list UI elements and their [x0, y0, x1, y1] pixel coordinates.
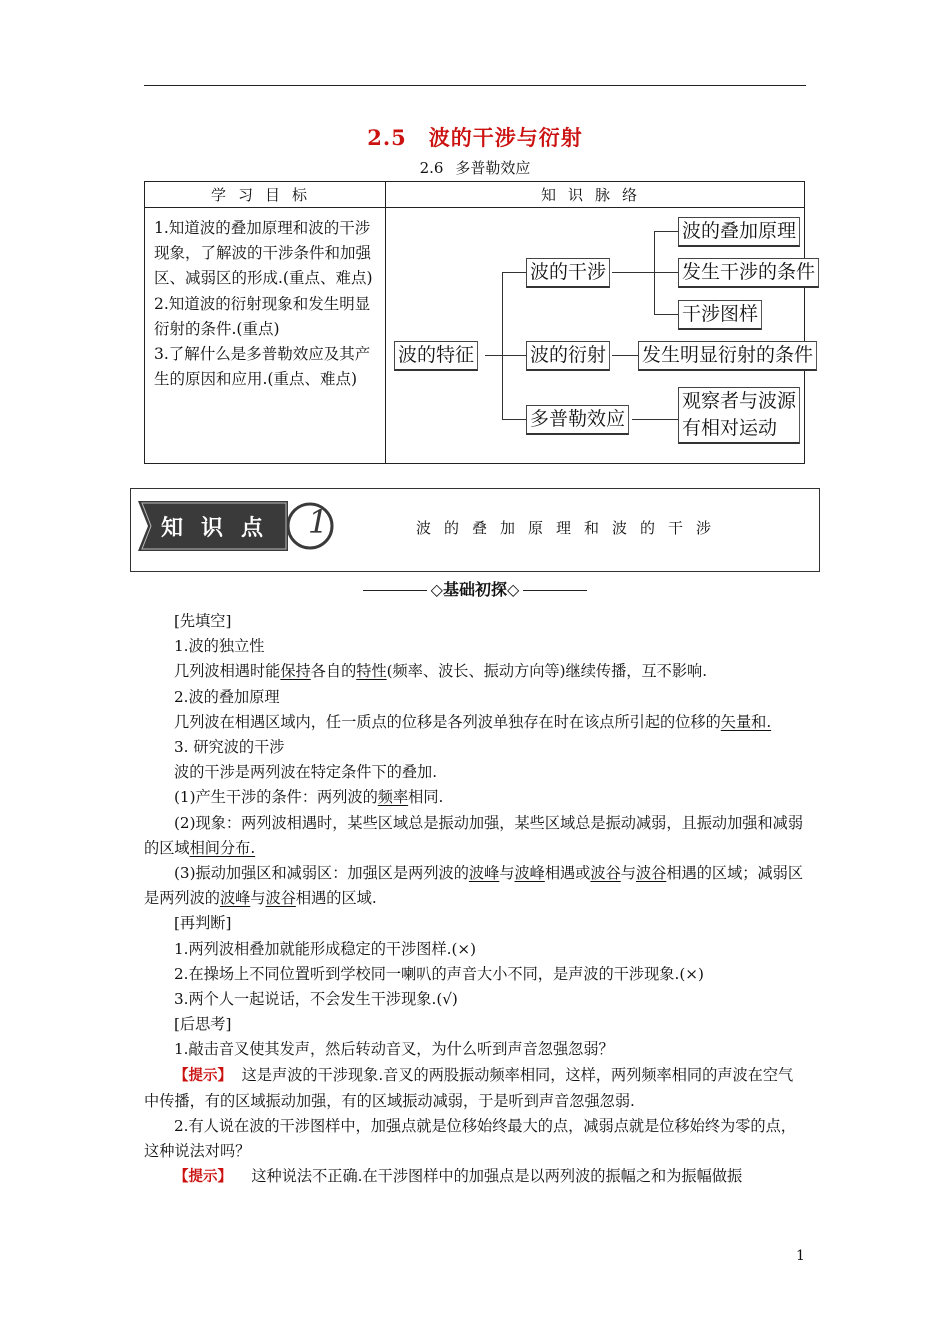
heading-rule-right: [523, 590, 587, 591]
paragraph: (3)振动加强区和减弱区：加强区是两列波的波峰与波峰相遇或波谷与波谷相遇的区域；减弱区是两列波的波峰与波谷相遇的区域.: [144, 864, 804, 908]
map-node-interference-condition: 发生干涉的条件: [678, 258, 819, 288]
knowledge-point-label: 知识点: [161, 516, 282, 541]
objectives-header: 学习目标: [145, 182, 386, 208]
map-node-diffraction: 波的衍射: [526, 341, 610, 371]
knowledge-map: [386, 208, 816, 464]
doppler-cause-line2: 有相对运动: [682, 417, 778, 439]
map-connector: [502, 272, 503, 419]
knowledge-map-header: 知识脉络: [386, 182, 805, 208]
item-heading: 3. 研究波的干涉: [174, 738, 285, 757]
map-connector: [612, 355, 638, 356]
objective-item: 1.知道波的叠加原理和波的干涉现象，了解波的干涉条件和加强区、减弱区的形成.(重点、难点): [154, 219, 373, 288]
main-content: [144, 609, 808, 1191]
subtitle-number: 2.6: [419, 159, 444, 177]
page-number: 1: [796, 1248, 805, 1264]
map-connector: [502, 419, 526, 420]
answer: 【提示】 这是声波的干涉现象.音叉的两股振动频率相同，这样，两列频率相同的声波在空气中传播，有的区域振动加强，有的区域振动减弱，于是听到声音忽强忽弱.: [144, 1065, 794, 1110]
section-heading: [0, 577, 950, 600]
map-connector: [502, 272, 526, 273]
item-heading: 2.波的叠加原理: [174, 687, 280, 706]
item-heading: 1.波的独立性: [174, 637, 265, 656]
knowledge-point-banner: [130, 488, 820, 572]
question: 2.有人说在波的干涉图样中，加强点就是位移始终最大的点，减弱点就是位移始终为零的点，这种说法对吗？: [144, 1117, 796, 1161]
hint-label: 【提示】: [174, 1067, 232, 1084]
paragraph: 波的干涉是两列波在特定条件下的叠加.: [174, 763, 438, 782]
knowledge-point-title: 波的叠加原理和波的干涉: [415, 519, 724, 537]
map-connector: [654, 314, 678, 315]
judge-item: 1.两列波相叠加就能形成稳定的干涉图样.(×): [174, 939, 477, 958]
section-title: 2.5 波的干涉与衍射: [367, 125, 583, 150]
map-connector: [632, 419, 678, 420]
top-rule: [144, 85, 806, 86]
paragraph: 几列波相遇时能保持各自的特性(频率、波长、振动方向等)继续传播，互不影响.: [174, 662, 708, 681]
paragraph: (1)产生干涉的条件：两列波的频率相同.: [174, 788, 444, 807]
answer: 【提示】 这种说法不正确.在干涉图样中的加强点是以两列波的振幅之和为振幅做振: [174, 1167, 743, 1186]
judge-tag: [再判断]: [174, 914, 232, 933]
map-node-doppler-cause: [678, 387, 800, 444]
paragraph: 几列波在相遇区域内，任一质点的位移是各列波单独存在时在该点所引起的位移的矢量和.: [174, 712, 772, 731]
map-node-interference-pattern: 干涉图样: [678, 300, 762, 330]
objective-item: 2.知道波的衍射现象和发生明显衍射的条件.(重点): [154, 294, 371, 338]
doppler-cause-line1: 观察者与波源: [682, 390, 797, 412]
question: 1.敲击音叉使其发声，然后转动音叉，为什么听到声音忽强忽弱？: [174, 1040, 614, 1059]
map-node-superposition: 波的叠加原理: [678, 217, 800, 247]
diamond-icon: ◇: [507, 580, 520, 599]
section-heading-text: 基础初探: [442, 580, 507, 599]
section-subtitle: [0, 157, 950, 178]
knowledge-point-number: 1: [307, 503, 329, 541]
think-tag: [后思考]: [174, 1015, 232, 1034]
map-connector: [654, 231, 678, 232]
map-connector: [654, 231, 655, 314]
map-node-interference: 波的干涉: [526, 258, 610, 288]
map-connector: [612, 272, 678, 273]
map-node-diffraction-condition: 发生明显衍射的条件: [638, 341, 817, 371]
subtitle-text: 多普勒效应: [455, 159, 531, 177]
objectives-list: [145, 208, 386, 464]
fill-blank-tag: [先填空]: [174, 612, 232, 630]
heading-rule-left: [363, 590, 427, 591]
diamond-icon: ◇: [430, 580, 443, 599]
objectives-table: [144, 181, 816, 464]
map-node-doppler: 多普勒效应: [526, 405, 629, 435]
hint-label: 【提示】: [174, 1169, 232, 1186]
objective-item: 3.了解什么是多普勒效应及其产生的原因和应用.(重点、难点): [154, 345, 371, 389]
paragraph: (2)现象：两列波相遇时，某些区域总是振动加强，某些区域总是振动减弱，且振动加强和减弱的区域相间分布.: [144, 813, 804, 857]
judge-item: 3.两个人一起说话，不会发生干涉现象.(√): [174, 990, 458, 1009]
judge-item: 2.在操场上不同位置听到学校同一喇叭的声音大小不同，是声波的干涉现象.(×): [174, 964, 704, 983]
map-connector: [485, 355, 529, 356]
map-node-wave-features: 波的特征: [394, 341, 478, 371]
